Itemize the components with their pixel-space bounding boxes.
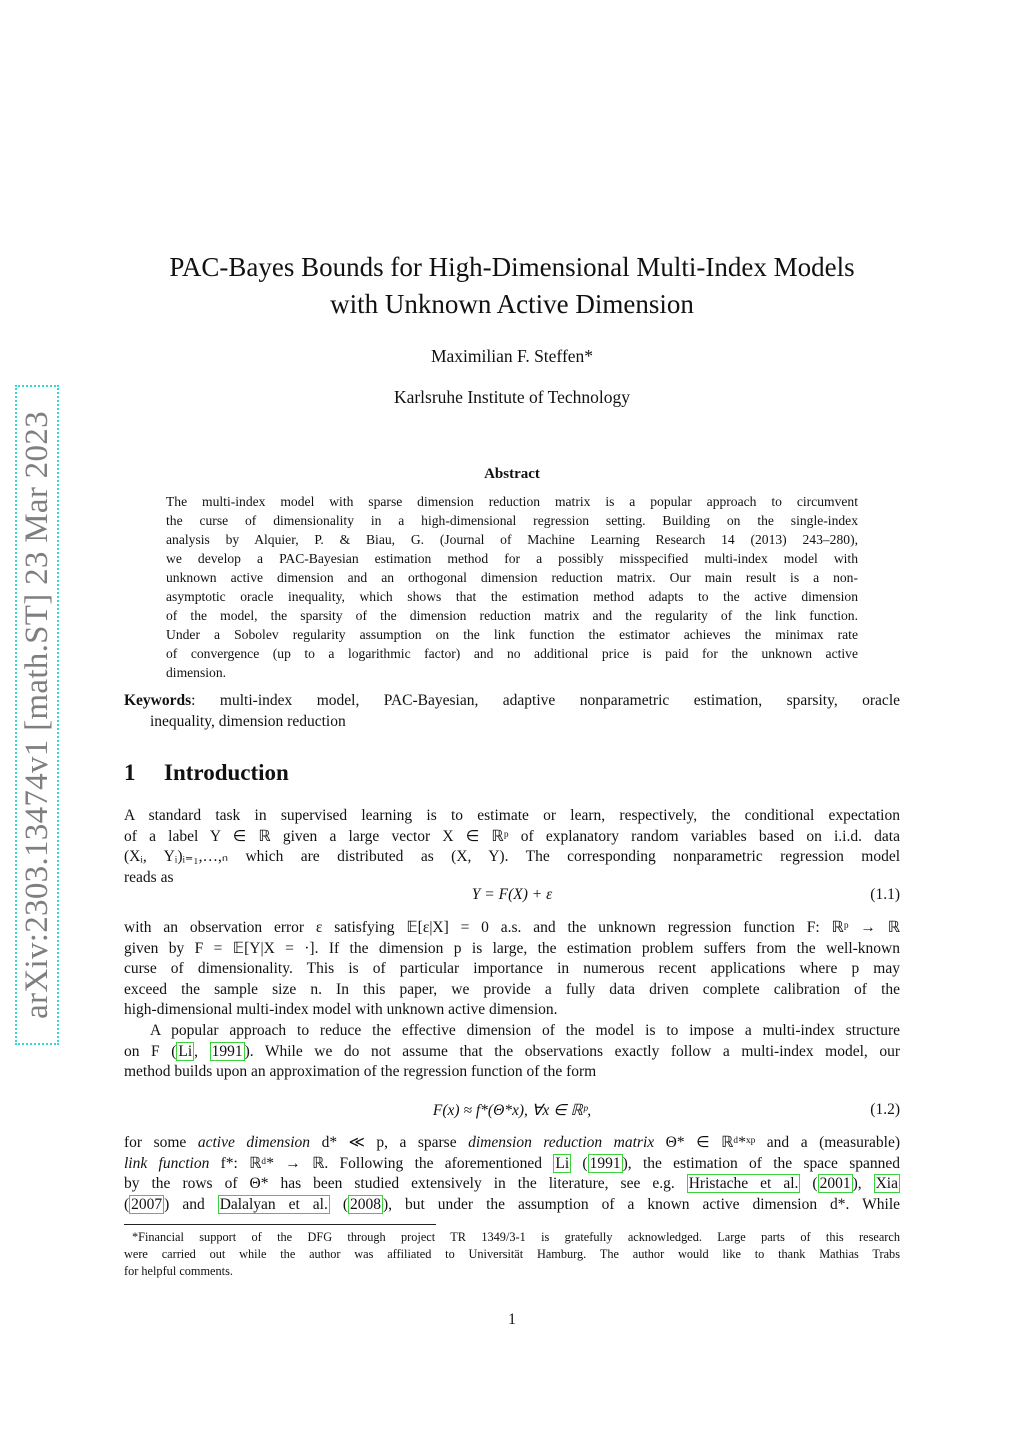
equation-body: Y = F(X) + ε (471, 886, 553, 903)
section-title: Introduction (164, 760, 289, 785)
paragraph-line: link function f*: ℝᵈ* → ℝ. Following the aforementioned Li ( 1991 ), the estimation of the space spanned (124, 1154, 900, 1172)
abstract-line: The multi-index model with sparse dimension reduction matrix is a popular approach to circumvent (166, 494, 858, 509)
section-number: 1 (124, 760, 136, 785)
paragraph-line: for some active dimension d* ≪ p, a sparse dimension reduction matrix Θ* ∈ ℝᵈ*ˣᵖ and a (measurable) (124, 1134, 900, 1151)
paragraph-line: (Xᵢ, Yᵢ)ᵢ₌₁,…,ₙ which are distributed as (X, Y). The corresponding nonparametric regression model (124, 848, 900, 865)
citation-link[interactable]: Dalalyan et al. (219, 1195, 328, 1213)
equation-body: F(x) ≈ f*(Θ*x), ∀x ∈ ℝᵖ, (432, 1102, 592, 1119)
keywords-text: : multi-index model, PAC-Bayesian, adaptive nonparametric estimation, sparsity, oracle (191, 692, 900, 709)
equation-number: (1.2) (870, 1101, 900, 1118)
paragraph-line: method builds upon an approximation of the regression function of the form (124, 1063, 597, 1080)
keywords (124, 691, 900, 732)
paragraph-line: curse of dimensionality. This is of particular importance in numerous recent applications where p may (124, 960, 900, 977)
author-name: Maximilian F. Steffen* (430, 346, 594, 366)
abstract-line: analysis by Alquier, P. & Biau, G. (Journal of Machine Learning Research 14 (2013) 243–280), (166, 532, 858, 547)
keywords-text-line2: inequality, dimension reduction (150, 712, 346, 730)
footnote-line: *Financial support of the DFG through project TR 1349/3-1 is gratefully acknowledged. Large parts of this research (132, 1230, 900, 1244)
footnote-line: were carried out while the author was affiliated to Universität Hamburg. The author would like to thank Mathias Trabs (124, 1247, 900, 1261)
citation-link[interactable]: Hristache et al. (688, 1175, 799, 1192)
paragraph-line: A standard task in supervised learning is to estimate or learn, respectively, the conditional expectation (124, 807, 900, 824)
citation-link[interactable]: Li (178, 1042, 193, 1060)
footnote-rule (124, 1224, 436, 1225)
arxiv-stamp[interactable]: arXiv:2303.13474v1 [math.ST] 23 Mar 2023 (15, 385, 59, 1045)
paragraph-line: by the rows of Θ* has been studied extensively in the literature, see e.g. Hristache et al. ( 2001 ), Xia (124, 1175, 898, 1192)
paragraph-3 (124, 1021, 900, 1083)
abstract-line: of convergence (up to a logarithmic factor) and no additional price is paid for the unknown active (166, 646, 858, 661)
footnote (124, 1229, 900, 1280)
citation-link[interactable]: 1991 (589, 1154, 621, 1172)
citation-link[interactable]: 1991 (211, 1042, 243, 1060)
abstract-line: unknown active dimension and an orthogonal dimension reduction matrix. Our main result is a non- (166, 570, 858, 585)
paragraph-4 (124, 1133, 900, 1215)
paper-title-line2: with Unknown Active Dimension (330, 289, 694, 319)
paragraph-line: ( 2007 ) and Dalalyan et al. ( 2008 ), but under the assumption of a known active dimension d*. While (124, 1195, 901, 1213)
abstract-line: Under a Sobolev regularity assumption on the link function the estimator achieves the minimax rate (166, 627, 858, 642)
equation-number: (1.1) (870, 886, 900, 903)
citation-link[interactable]: Xia (875, 1175, 898, 1192)
abstract-line: the curse of dimensionality in a high-dimensional regression setting. Building on the single-index (166, 513, 858, 528)
section-heading (124, 760, 289, 786)
citation-link[interactable]: 2001 (819, 1175, 851, 1192)
citation-link[interactable]: 2008 (350, 1195, 381, 1213)
paragraph-line: A popular approach to reduce the effective dimension of the model is to impose a multi-index structure (150, 1022, 900, 1039)
paragraph-line: high-dimensional multi-index model with unknown active dimension. (124, 1001, 558, 1018)
equation-1-1 (124, 886, 900, 908)
citation-link[interactable]: Li (555, 1154, 570, 1172)
paragraph-2 (124, 918, 900, 1021)
affiliation: Karlsruhe Institute of Technology (393, 387, 631, 407)
paragraph-line: given by F = 𝔼[Y|X = ·]. If the dimension p is large, the estimation problem suffers from the well-known (124, 939, 900, 957)
paragraph-line: with an observation error ε satisfying 𝔼[ε|X] = 0 a.s. and the unknown regression function F: ℝᵖ → ℝ (124, 919, 900, 936)
citation-link[interactable]: 2007 (131, 1195, 163, 1213)
paper-title-line1: PAC-Bayes Bounds for High-Dimensional Multi-Index Models (169, 252, 855, 282)
abstract-line: asymptotic oracle inequality, which shows that the estimation method adapts to the active dimension (166, 589, 858, 604)
paragraph-line: exceed the sample size n. In this paper, we provide a fully data driven complete calibration of the (124, 980, 900, 998)
paragraph-line: of a label Y ∈ ℝ given a large vector X ∈ ℝᵖ of explanatory random variables based on i.i.d. data (124, 827, 900, 845)
paragraph-1 (124, 806, 900, 888)
page-number: 1 (508, 1311, 516, 1328)
paragraph-line: reads as (124, 868, 174, 886)
abstract-heading: Abstract (484, 466, 540, 482)
equation-1-2 (124, 1101, 900, 1123)
abstract-line: dimension. (166, 665, 227, 680)
keywords-label: Keywords (124, 692, 192, 709)
abstract-line: we develop a PAC-Bayesian estimation method for a possibly misspecified multi-index model with (166, 551, 858, 566)
footnote-line: for helpful comments. (124, 1264, 233, 1278)
paragraph-line: on F ( Li , 1991 ). While we do not assume that the observations exactly follow a multi-index model, our (124, 1042, 900, 1060)
abstract-line: of the model, the sparsity of the dimension reduction matrix and the regularity of the link function. (166, 608, 858, 623)
abstract-body (166, 492, 858, 682)
